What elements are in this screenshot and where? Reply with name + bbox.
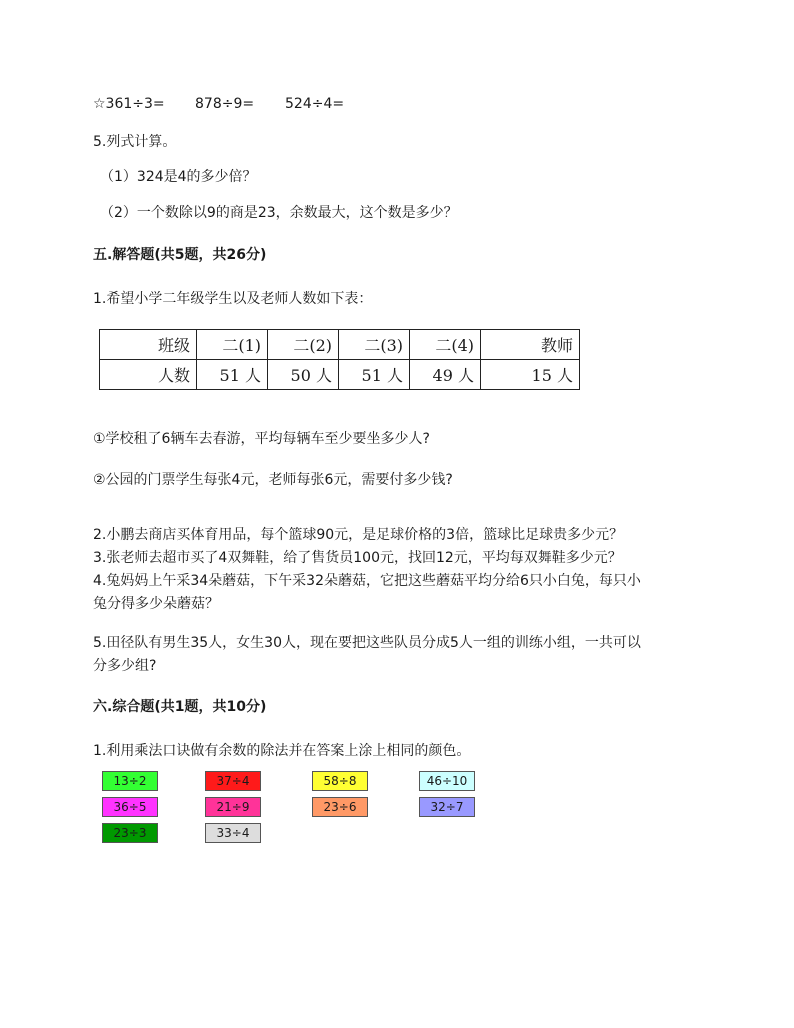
table-cell: 二(1) xyxy=(197,330,268,360)
section5-q4-line2: 兔分得多少朵蘑菇？ xyxy=(93,596,219,612)
table-cell: 51 人 xyxy=(197,360,268,390)
class-count-table xyxy=(99,329,580,390)
section5-q5-line2: 分多少组? xyxy=(93,658,157,674)
table-row xyxy=(100,360,580,390)
table-cell: 二(3) xyxy=(339,330,410,360)
q5-title: 5.列式计算。 xyxy=(93,134,177,150)
table-cell: 二(2) xyxy=(268,330,339,360)
table-cell: 50 人 xyxy=(268,360,339,390)
section5-q2: 2.小鹏去商店买体育用品，每个篮球90元，是足球价格的3倍，篮球比足球贵多少元？ xyxy=(93,527,624,543)
expression-box-23-6: 23÷6 xyxy=(312,797,368,817)
expression-box-23-3: 23÷3 xyxy=(102,823,158,843)
section6-q1: 1.利用乘法口诀做有余数的除法并在答案上涂上相同的颜色。 xyxy=(93,743,471,759)
table-cell: 15 人 xyxy=(481,360,580,390)
section5-q3: 3.张老师去超市买了4双舞鞋，给了售货员100元，找回12元，平均每双舞鞋多少元？ xyxy=(93,550,622,566)
expression-box-33-4: 33÷4 xyxy=(205,823,261,843)
section5-heading: 五.解答题(共5题，共26分) xyxy=(93,247,267,263)
section5-sub1: ①学校租了6辆车去春游，平均每辆车至少要坐多少人? xyxy=(93,431,430,447)
section5-q5-line1: 5.田径队有男生35人，女生30人，现在要把这些队员分成5人一组的训练小组，一共可以 xyxy=(93,635,641,651)
table-cell: 人数 xyxy=(100,360,197,390)
expression-box-13-2: 13÷2 xyxy=(102,771,158,791)
expression-box-32-7: 32÷7 xyxy=(419,797,475,817)
table-cell: 二(4) xyxy=(410,330,481,360)
section5-q4-line1: 4.兔妈妈上午采34朵蘑菇，下午采32朵蘑菇，它把这些蘑菇平均分给6只小白兔，每只小 xyxy=(93,573,641,589)
table-cell: 教师 xyxy=(481,330,580,360)
section5-sub2: ②公园的门票学生每张4元，老师每张6元，需要付多少钱? xyxy=(93,472,453,488)
expression-box-37-4: 37÷4 xyxy=(205,771,261,791)
calc-item-2: 878÷9= xyxy=(195,96,255,112)
table-row xyxy=(100,330,580,360)
section5-q1-intro: 1.希望小学二年级学生以及老师人数如下表： xyxy=(93,291,373,307)
section6-heading: 六.综合题(共1题，共10分) xyxy=(93,699,267,715)
table-cell: 51 人 xyxy=(339,360,410,390)
expression-box-36-5: 36÷5 xyxy=(102,797,158,817)
q5-item-1: （1）324是4的多少倍？ xyxy=(100,169,257,185)
expression-box-21-9: 21÷9 xyxy=(205,797,261,817)
calc-item-1: ☆361÷3= xyxy=(93,96,165,112)
table-cell: 班级 xyxy=(100,330,197,360)
expression-box-46-10: 46÷10 xyxy=(419,771,475,791)
expression-box-58-8: 58÷8 xyxy=(312,771,368,791)
q5-item-2: （2）一个数除以9的商是23，余数最大，这个数是多少？ xyxy=(100,205,458,221)
calc-item-3: 524÷4= xyxy=(285,96,345,112)
table-cell: 49 人 xyxy=(410,360,481,390)
